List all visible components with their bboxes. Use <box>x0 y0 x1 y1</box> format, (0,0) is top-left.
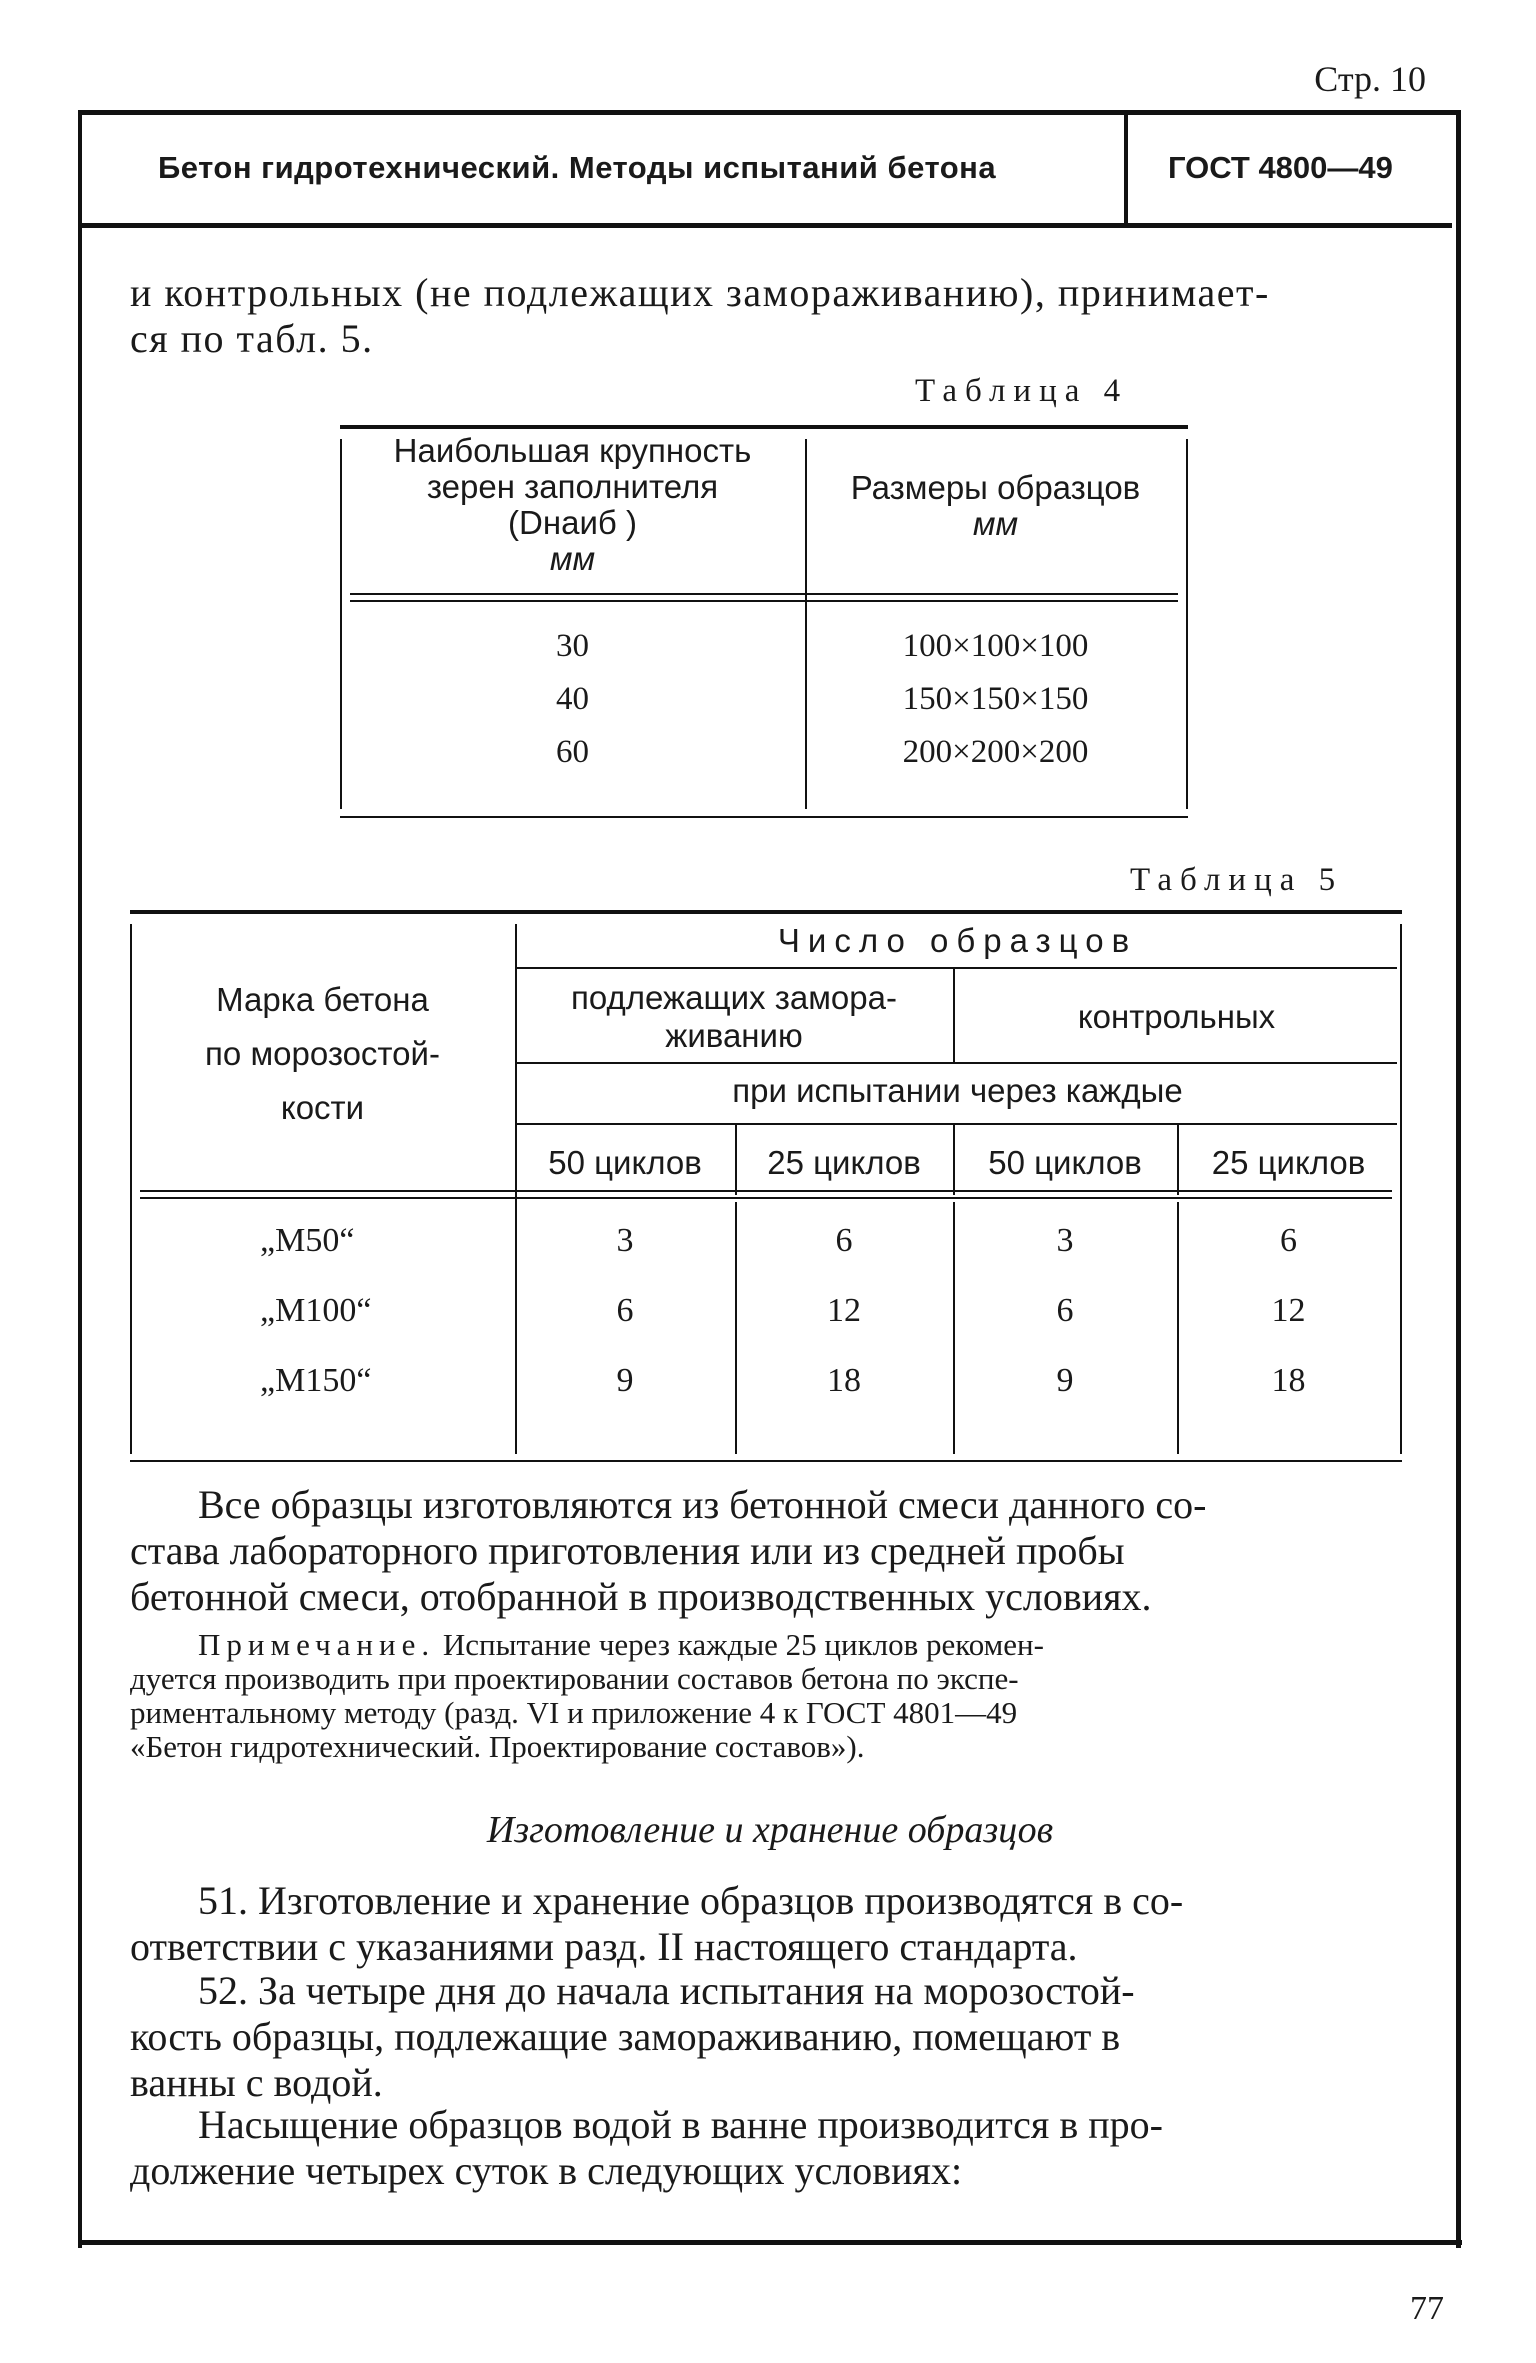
note-label: Примечание. <box>198 1627 436 1662</box>
table-cell: 200×200×200 <box>902 734 1089 770</box>
table5-caption: Таблица 5 <box>1130 862 1344 898</box>
page-label: Стр. 10 <box>1314 59 1426 99</box>
note-line: «Бетон гидротехнический. Проектирование составов»). <box>130 1729 865 1764</box>
table-cell: 6 <box>1280 1222 1297 1259</box>
table4-dims-column <box>805 620 1186 779</box>
table-cell: 3 <box>1056 1222 1074 1259</box>
table-cell: 12 <box>827 1292 861 1329</box>
paragraph-line: 52. За четыре дня до начала испытания на морозостой- <box>198 1968 1135 2013</box>
note-line: риментальному методу (разд. VI и приложение 4 к ГОСТ 4801—49 <box>130 1695 1018 1730</box>
paragraph-52 <box>130 1968 1410 2106</box>
paragraph-line: Все образцы изготовляются из бетонной смеси данного со- <box>198 1482 1207 1527</box>
paragraph-line: 51. Изготовление и хранение образцов производятся в со- <box>198 1878 1184 1923</box>
table4-col2-header: Размеры образцов мм <box>850 469 1141 542</box>
page-number: 77 <box>1410 2290 1444 2327</box>
table5-cycles-header: 25 циклов <box>1211 1144 1366 1181</box>
standard-number: ГОСТ 4800—49 <box>1168 150 1393 185</box>
table-cell: 60 <box>556 734 589 770</box>
table5-subheader-frozen: подлежащих замора- живанию <box>571 979 897 1054</box>
section-heading: Изготовление и хранение образцов <box>486 1809 1054 1851</box>
paragraph-line: должение четырех суток в следующих условиях: <box>130 2148 963 2193</box>
table-cell: 12 <box>1271 1292 1306 1329</box>
samples-paragraph <box>130 1482 1410 1620</box>
table-5 <box>130 910 1402 1465</box>
header-divider <box>1124 110 1128 225</box>
paragraph-line: кость образцы, подлежащие замораживанию, помещают в <box>130 2014 1121 2059</box>
table4-col1-header: Наибольшая крупность зерен заполнителя (Dнаиб ) мм <box>393 432 752 577</box>
table5-grade: „М50“ <box>260 1222 355 1259</box>
table-cell: 6 <box>835 1222 853 1259</box>
table-cell: 30 <box>556 628 589 664</box>
table-cell: 6 <box>616 1292 634 1329</box>
table5-grade: „М100“ <box>260 1292 372 1329</box>
intro-line-2: ся по табл. 5. <box>130 316 374 361</box>
paragraph-line: ванны с водой. <box>130 2060 383 2105</box>
table-cell: 100×100×100 <box>902 628 1089 664</box>
paragraph-51 <box>130 1878 1410 1970</box>
table5-cycles-header: 50 циклов <box>988 1144 1142 1181</box>
table4-caption: Таблица 4 <box>915 373 1129 409</box>
table-cell: 9 <box>616 1362 634 1399</box>
intro-line-1: и контрольных (не подлежащих замораживанию), принимает- <box>130 270 1270 315</box>
paragraph-line: става лабораторного приготовления или из средней пробы <box>130 1528 1125 1573</box>
table-cell: 18 <box>1271 1362 1306 1399</box>
table-cell: 6 <box>1056 1292 1074 1329</box>
intro-paragraph <box>130 270 1410 362</box>
table-cell: 9 <box>1056 1362 1074 1399</box>
table5-subheader-control: контрольных <box>1077 998 1276 1035</box>
table-cell: 3 <box>616 1222 634 1259</box>
paragraph-line: ответствии с указаниями разд. II настоящего стандарта. <box>130 1924 1078 1969</box>
table-cell: 40 <box>556 681 589 717</box>
table5-cycles-header: 25 циклов <box>767 1144 921 1181</box>
bottom-rule <box>78 2240 1462 2245</box>
table5-grade: „М150“ <box>260 1362 372 1399</box>
document-title: Бетон гидротехнический. Методы испытаний бетона <box>158 150 997 185</box>
note <box>130 1628 1410 1764</box>
table5-cycles-header: 50 циклов <box>548 1144 702 1181</box>
table-cell: 150×150×150 <box>902 681 1089 717</box>
paragraph-line: бетонной смеси, отобранной в производственных условиях. <box>130 1574 1152 1619</box>
table5-group-header: Число образцов <box>777 922 1138 959</box>
paragraph-line: Насыщение образцов водой в ванне производится в про- <box>198 2102 1163 2147</box>
table-4 <box>340 425 1188 820</box>
table-cell: 18 <box>827 1362 861 1399</box>
table5-col1-header: Марка бетона по морозостой- кости <box>205 981 440 1126</box>
table4-size-column <box>340 620 805 779</box>
note-line: Испытание через каждые 25 циклов рекомен- <box>442 1627 1044 1662</box>
saturation-paragraph <box>130 2102 1410 2194</box>
note-line: дуется производить при проектировании составов бетона по экспе- <box>130 1661 1019 1696</box>
table5-interval-header: при испытании через каждые <box>732 1072 1183 1109</box>
